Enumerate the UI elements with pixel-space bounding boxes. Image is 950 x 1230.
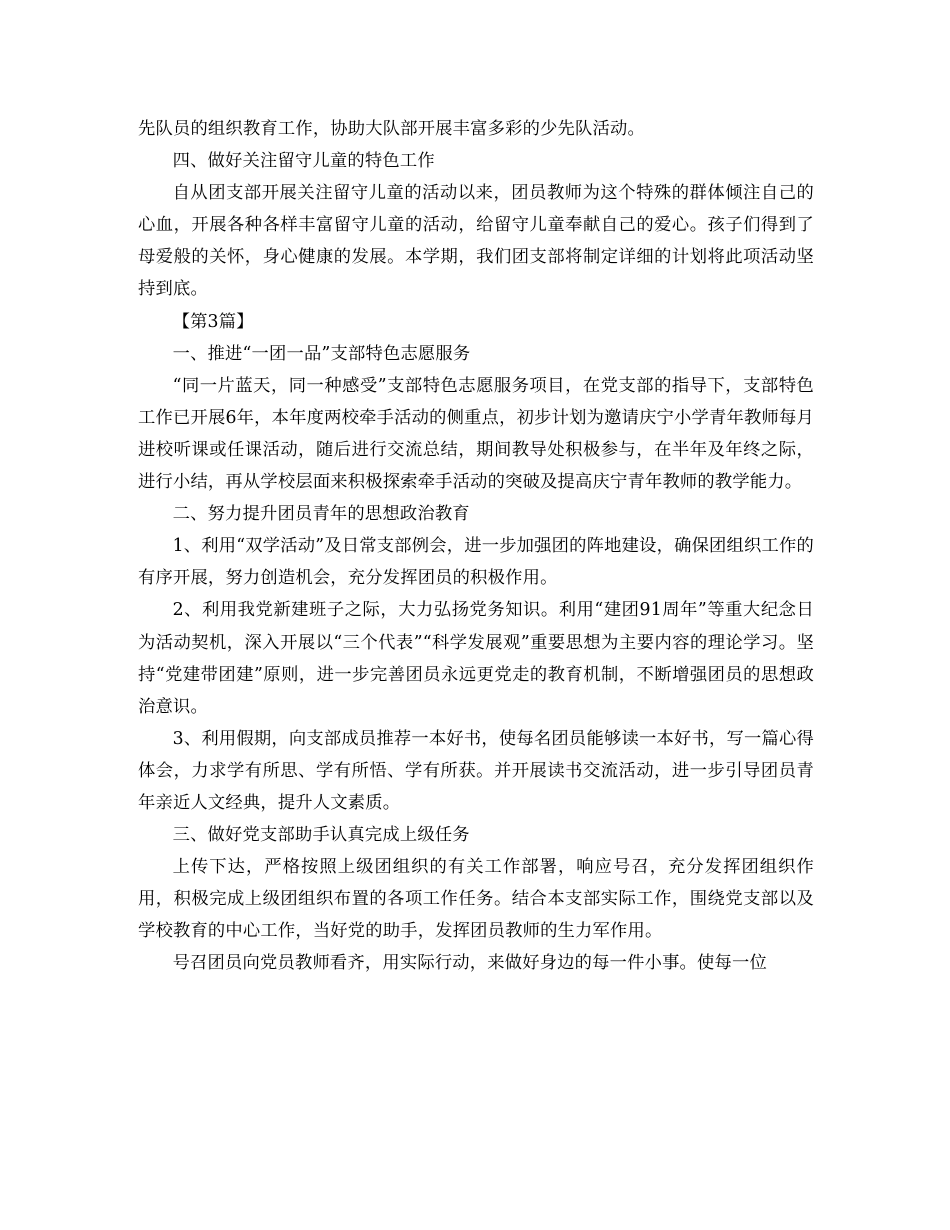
section-heading: 一、推进“一团一品”支部特色志愿服务 [172,343,471,364]
paragraph: 自从团支部开展关注留守儿童的活动以来，团员教师为这个特殊的群体倾注自己的心血，开展各种各样丰富留守儿童的活动，给留守儿童奉献自己的爱心。孩子们得到了母爱般的关怀，身心健康的发展。本学期，我们团支部将制定详细的计划将此项活动坚持到底。 [138,183,814,300]
paragraph: “同一片蓝天，同一种感受”支部特色志愿服务项目，在党支部的指导下，支部特色工作已开展6年，本年度两校牵手活动的侧重点，初步计划为邀请庆宁小学青年教师每月进校听课或任课活动，随后进行交流总结，期间教导处积极参与，在半年及年终之际，进行小结，再从学校层面来积极探索牵手活动的突破及提高庆宁青年教师的教学能力。 [138,375,814,493]
paragraph: 1、利用“双学活动”及日常支部例会，进一步加强团的阵地建设，确保团组织工作的有序开展，努力创造机会，充分发挥团员的积极作用。 [138,536,814,589]
paragraph: 3、利用假期，向支部成员推荐一本好书，使每名团员能够读一本好书，写一篇心得体会，力求学有所思、学有所悟、学有所获。并开展读书交流活动，进一步引导团员青年亲近人文经典，提升人文素质。 [138,728,814,813]
document-page [138,113,814,980]
section-heading: 四、做好关注留守儿童的特色工作 [172,151,435,172]
paragraph: 先队员的组织教育工作，协助大队部开展丰富多彩的少先队活动。 [138,119,645,139]
paragraph: 上传下达，严格按照上级团组织的有关工作部署，响应号召，充分发挥团组织作用，积极完成上级团组织布置的各项工作任务。结合本支部实际工作，围绕党支部以及学校教育的中心工作，当好党的助手，发挥团员教师的生力军作用。 [138,857,814,942]
paragraph: 号召团员向党员教师看齐，用实际行动，来做好身边的每一件小事。使每一位 [172,953,767,974]
paragraph: 2、利用我党新建班子之际，大力弘扬党务知识。利用“建团91周年”等重大纪念日为活动契机，深入开展以“三个代表”“科学发展观”重要思想为主要内容的理论学习。坚持“党建带团建”原则，进一步完善团员永远更党走的教育机制，不断增强团员的思想政治意识。 [138,600,814,717]
section-heading: 三、做好党支部助手认真完成上级任务 [172,825,470,846]
section-heading: 二、努力提升团员青年的思想政治教育 [172,504,470,525]
chapter-label: 【第3篇】 [172,311,254,332]
